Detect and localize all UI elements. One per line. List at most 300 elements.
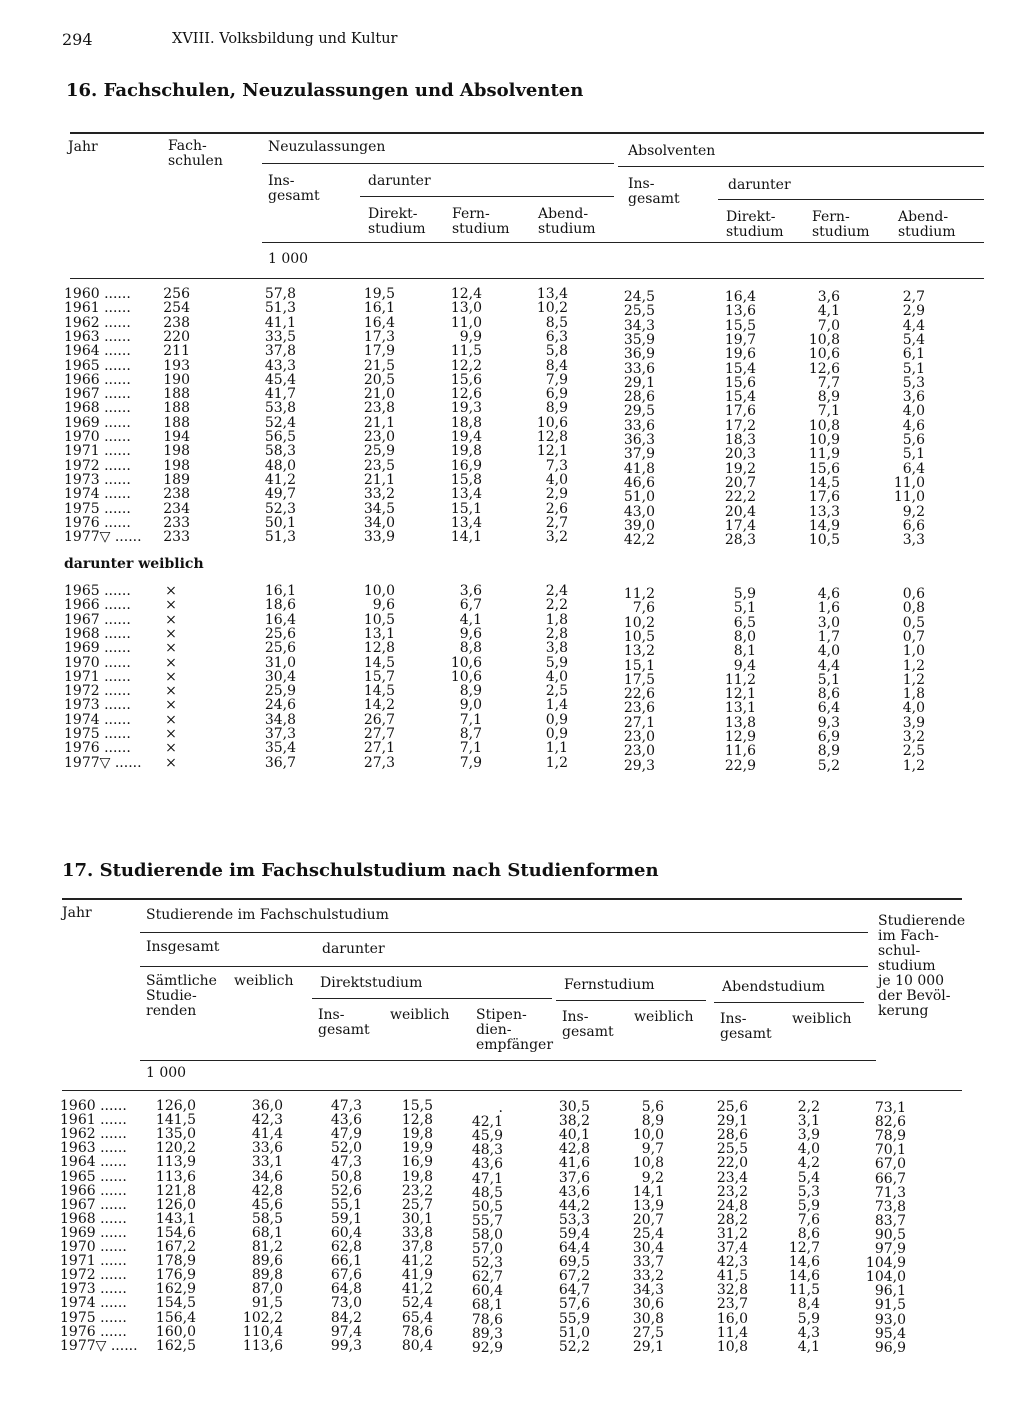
table-row bbox=[0, 1210, 1024, 1229]
table-cell: 21,1 bbox=[363, 471, 395, 488]
section-header: XVIII. Volksbildung und Kultur bbox=[172, 31, 398, 47]
table-row bbox=[0, 640, 1024, 660]
table-cell: 5,2 bbox=[817, 757, 840, 774]
table-cell: 2,2 bbox=[797, 1099, 820, 1115]
table-row bbox=[0, 726, 1024, 745]
table-cell: 9,2 bbox=[902, 503, 925, 520]
table-cell: 10,2 bbox=[623, 614, 655, 631]
page-number: 294 bbox=[62, 30, 93, 49]
row-year: 1963 ...... bbox=[64, 328, 131, 345]
table-cell: 12,8 bbox=[536, 429, 568, 445]
table-cell: 1,2 bbox=[902, 671, 925, 688]
table-cell: 143,1 bbox=[155, 1210, 196, 1227]
table-row bbox=[0, 414, 1024, 434]
t17-rule-sub bbox=[140, 966, 868, 967]
table-cell: 121,8 bbox=[155, 1182, 196, 1199]
table-cell: 5,4 bbox=[902, 331, 925, 348]
table-cell: 6,4 bbox=[902, 460, 925, 477]
table-cell: 18,3 bbox=[724, 432, 756, 448]
table-cell: 4,2 bbox=[797, 1155, 820, 1172]
table-cell: 9,9 bbox=[459, 328, 482, 345]
table-cell: 24,6 bbox=[264, 697, 296, 714]
table-row bbox=[0, 1267, 1024, 1286]
table-cell: 0,9 bbox=[545, 726, 568, 742]
row-year: 1968 ...... bbox=[60, 1210, 127, 1227]
t17-header-per10000: Studierende im Fach- schul- studium je 10 000 der Bevöl- kerung bbox=[878, 913, 966, 1019]
table-cell: 7,6 bbox=[797, 1211, 820, 1228]
table-cell: 19,4 bbox=[450, 429, 482, 445]
table-cell: 93,0 bbox=[874, 1311, 906, 1328]
table-cell: 42,8 bbox=[558, 1141, 590, 1158]
table-cell: 30,1 bbox=[401, 1210, 433, 1227]
table-cell: 10,6 bbox=[450, 654, 482, 671]
table-row bbox=[0, 1168, 1024, 1187]
table-cell: 23,0 bbox=[363, 429, 395, 445]
table-row bbox=[0, 597, 1024, 617]
table16-title: 16. Fachschulen, Neuzulassungen und Absolventen bbox=[66, 80, 584, 101]
table-cell: 73,0 bbox=[330, 1295, 362, 1312]
t16-header-insgesamt-neu: Ins- gesamt bbox=[268, 173, 320, 204]
table-cell: × bbox=[165, 597, 177, 614]
table-cell: 40,1 bbox=[558, 1127, 590, 1144]
row-year: 1966 ...... bbox=[60, 1182, 127, 1199]
table-cell: 39,0 bbox=[623, 517, 655, 534]
table-cell: 11,6 bbox=[724, 743, 756, 760]
table-cell: 8,9 bbox=[641, 1113, 664, 1130]
table-cell: 17,6 bbox=[724, 403, 756, 420]
row-year: 1972 ...... bbox=[64, 457, 131, 474]
table-cell: 37,9 bbox=[623, 446, 655, 463]
table-cell: 52,4 bbox=[401, 1295, 433, 1312]
table-cell: × bbox=[165, 611, 177, 628]
table-cell: 11,9 bbox=[808, 446, 840, 463]
table-cell: 66,7 bbox=[874, 1170, 906, 1187]
table-cell: 233 bbox=[163, 514, 190, 531]
table-cell: 7,0 bbox=[817, 317, 840, 334]
table-cell: 154,6 bbox=[155, 1224, 196, 1241]
table-cell: 52,3 bbox=[264, 500, 296, 517]
row-year: 1976 ...... bbox=[64, 514, 131, 531]
table-cell: 42,3 bbox=[716, 1254, 748, 1271]
table-cell: 43,0 bbox=[623, 503, 655, 520]
table-row bbox=[0, 697, 1024, 717]
table-cell: 14,9 bbox=[808, 517, 840, 534]
table-cell: 6,1 bbox=[902, 346, 925, 363]
table-cell: 58,5 bbox=[251, 1210, 283, 1227]
table-cell: 81,2 bbox=[251, 1239, 283, 1255]
table-cell: 91,5 bbox=[874, 1297, 906, 1314]
table-cell: 1,2 bbox=[902, 657, 925, 674]
table-cell: 113,6 bbox=[242, 1337, 283, 1354]
t17-header-abend: Abendstudium bbox=[722, 979, 825, 995]
table-row bbox=[0, 1182, 1024, 1201]
table-cell: 52,4 bbox=[264, 414, 296, 431]
table-cell: 43,6 bbox=[558, 1183, 590, 1200]
table-cell: 178,9 bbox=[155, 1253, 196, 1270]
table17-top-rule bbox=[62, 898, 962, 900]
row-year: 1964 ...... bbox=[60, 1154, 127, 1171]
row-year: 1961 ...... bbox=[60, 1112, 127, 1129]
table-cell: 8,4 bbox=[797, 1296, 820, 1313]
table-cell: 104,9 bbox=[865, 1255, 906, 1272]
table-cell: 30,6 bbox=[632, 1296, 664, 1313]
table-cell: 2,7 bbox=[902, 289, 925, 305]
table-cell: 52,3 bbox=[471, 1255, 503, 1272]
table-cell: 11,2 bbox=[623, 586, 655, 602]
t16-header-abend-abs: Abend- studium bbox=[898, 209, 956, 240]
t16-rule-neu bbox=[262, 163, 614, 164]
table-row bbox=[0, 300, 1024, 320]
table-cell: 4,6 bbox=[902, 417, 925, 434]
table-cell: 57,6 bbox=[558, 1296, 590, 1313]
table-cell: × bbox=[165, 726, 177, 742]
table-cell: 33,6 bbox=[623, 360, 655, 377]
table-cell: 162,5 bbox=[155, 1337, 196, 1354]
table-cell: 36,7 bbox=[264, 754, 296, 771]
t16-header-direkt-neu: Direkt- studium bbox=[368, 206, 426, 237]
table-cell: 1,8 bbox=[545, 611, 568, 628]
table-cell: 15,6 bbox=[724, 374, 756, 391]
table-row bbox=[0, 1337, 1024, 1356]
table-row bbox=[0, 1112, 1024, 1131]
table-cell: 43,3 bbox=[264, 357, 296, 374]
table-cell: 3,0 bbox=[817, 614, 840, 631]
table-cell: 5,9 bbox=[733, 586, 756, 602]
table-cell: 80,4 bbox=[401, 1337, 433, 1354]
table-cell: 23,2 bbox=[716, 1183, 748, 1200]
table-cell: 9,4 bbox=[733, 657, 756, 674]
table-cell: 57,8 bbox=[264, 286, 296, 302]
table-cell: 126,0 bbox=[155, 1098, 196, 1114]
table-cell: 25,5 bbox=[716, 1141, 748, 1158]
table-cell: 22,6 bbox=[623, 686, 655, 703]
table-cell: 4,0 bbox=[797, 1141, 820, 1158]
t17-header-group: Studierende im Fachschulstudium bbox=[146, 907, 389, 923]
table-cell: 6,9 bbox=[817, 729, 840, 745]
table-cell: 238 bbox=[163, 314, 190, 331]
table-cell: 78,6 bbox=[471, 1311, 503, 1328]
table-cell: 15,8 bbox=[450, 471, 482, 488]
table-cell: 35,9 bbox=[623, 331, 655, 348]
row-year: 1970 ...... bbox=[64, 654, 131, 671]
table-cell: 167,2 bbox=[155, 1239, 196, 1255]
table-cell: 18,6 bbox=[264, 597, 296, 614]
row-year: 1972 ...... bbox=[60, 1267, 127, 1284]
table-cell: 17,5 bbox=[623, 671, 655, 688]
row-year: 1976 ...... bbox=[64, 740, 131, 757]
table-row bbox=[0, 668, 1024, 688]
table-cell: 9,6 bbox=[372, 597, 395, 614]
row-year: 1967 ...... bbox=[64, 386, 131, 403]
table-cell: 64,4 bbox=[558, 1240, 590, 1256]
table-cell: 50,5 bbox=[471, 1198, 503, 1215]
table-cell: 24,5 bbox=[623, 289, 655, 305]
table-cell: 33,5 bbox=[264, 328, 296, 345]
table-cell: 91,5 bbox=[251, 1295, 283, 1312]
table-cell: 188 bbox=[163, 386, 190, 403]
table-cell: 48,0 bbox=[264, 457, 296, 474]
table-cell: 19,8 bbox=[401, 1168, 433, 1185]
table-cell: 25,9 bbox=[363, 443, 395, 460]
table-cell: 1,1 bbox=[545, 740, 568, 757]
table-row bbox=[0, 529, 1024, 549]
table-cell: 22,2 bbox=[724, 489, 756, 506]
table-cell: 2,5 bbox=[902, 743, 925, 760]
table-cell: 12,4 bbox=[450, 286, 482, 302]
table-cell: 4,0 bbox=[902, 403, 925, 420]
table-cell: 2,9 bbox=[545, 486, 568, 503]
table-cell: 59,1 bbox=[330, 1210, 362, 1227]
row-year: 1974 ...... bbox=[64, 711, 131, 728]
table-cell: 141,5 bbox=[155, 1112, 196, 1129]
table-cell: 55,7 bbox=[471, 1212, 503, 1229]
table-cell: 198 bbox=[163, 457, 190, 474]
t16-header-fern-abs: Fern- studium bbox=[812, 209, 870, 240]
table-cell: 5,9 bbox=[797, 1310, 820, 1327]
table-cell: 3,9 bbox=[797, 1127, 820, 1144]
table-cell: 8,4 bbox=[545, 357, 568, 374]
table-cell: 41,1 bbox=[264, 314, 296, 331]
table-row bbox=[0, 1224, 1024, 1243]
table-cell: 5,8 bbox=[545, 343, 568, 360]
table-cell: 78,9 bbox=[874, 1128, 906, 1145]
table-cell: 15,1 bbox=[623, 657, 655, 674]
table-cell: 5,9 bbox=[545, 654, 568, 671]
row-year: 1972 ...... bbox=[64, 683, 131, 700]
t16-rule-darunter-abs bbox=[718, 199, 984, 200]
table-cell: 19,7 bbox=[724, 331, 756, 348]
row-year: 1975 ...... bbox=[64, 726, 131, 742]
table-cell: 46,6 bbox=[623, 474, 655, 491]
table-row bbox=[0, 471, 1024, 491]
table-cell: 78,6 bbox=[401, 1323, 433, 1340]
table-cell: 55,1 bbox=[330, 1196, 362, 1213]
table-cell: 8,9 bbox=[545, 400, 568, 417]
table-cell: 2,8 bbox=[545, 625, 568, 642]
table-cell: 135,0 bbox=[155, 1126, 196, 1143]
table-cell: 99,3 bbox=[330, 1337, 362, 1354]
table-cell: 1,2 bbox=[545, 754, 568, 771]
table-row bbox=[0, 1295, 1024, 1314]
row-year: 1960 ...... bbox=[64, 286, 131, 302]
row-year: 1962 ...... bbox=[64, 314, 131, 331]
t16-header-darunter-neu: darunter bbox=[368, 173, 431, 189]
table-cell: 17,9 bbox=[363, 343, 395, 360]
table-cell: 8,9 bbox=[817, 743, 840, 760]
table-cell: 29,1 bbox=[632, 1338, 664, 1355]
table-cell: 89,6 bbox=[251, 1253, 283, 1270]
table-cell: 37,3 bbox=[264, 726, 296, 742]
table-cell: 10,6 bbox=[808, 346, 840, 363]
table17-title: 17. Studierende im Fachschulstudium nach Studienformen bbox=[62, 860, 659, 881]
table-cell: 14,5 bbox=[363, 683, 395, 700]
table-cell: 189 bbox=[163, 471, 190, 488]
table-cell: 1,2 bbox=[902, 757, 925, 774]
table-cell: 11,2 bbox=[724, 671, 756, 688]
table-cell: 7,1 bbox=[459, 711, 482, 728]
table-cell: 33,7 bbox=[632, 1254, 664, 1271]
table-row bbox=[0, 400, 1024, 420]
table-cell: 37,8 bbox=[401, 1239, 433, 1255]
table-cell: 51,3 bbox=[264, 300, 296, 317]
table-cell: 15,6 bbox=[808, 460, 840, 477]
table-cell: 8,9 bbox=[459, 683, 482, 700]
table-cell: 44,2 bbox=[558, 1197, 590, 1214]
table-cell: 5,3 bbox=[902, 374, 925, 391]
table-cell: 8,0 bbox=[733, 628, 756, 645]
table-cell: 29,5 bbox=[623, 403, 655, 420]
row-year: 1961 ...... bbox=[64, 300, 131, 317]
table-cell: 14,1 bbox=[450, 529, 482, 546]
row-year: 1973 ...... bbox=[64, 471, 131, 488]
t16-header-insgesamt-abs: Ins- gesamt bbox=[628, 176, 680, 207]
table-cell: 10,8 bbox=[808, 417, 840, 434]
table-row bbox=[0, 1323, 1024, 1342]
table-cell: 34,3 bbox=[632, 1282, 664, 1299]
t17-header-ins-direkt: Ins- gesamt bbox=[318, 1007, 370, 1038]
table-cell: 13,1 bbox=[724, 700, 756, 717]
table-row bbox=[0, 500, 1024, 520]
table-cell: 16,1 bbox=[264, 583, 296, 599]
table-cell: × bbox=[165, 654, 177, 671]
table-cell: 4,4 bbox=[902, 317, 925, 334]
table-cell: 4,1 bbox=[459, 611, 482, 628]
table-cell: 21,1 bbox=[363, 414, 395, 431]
table-cell: 211 bbox=[163, 343, 190, 360]
table-cell: × bbox=[165, 711, 177, 728]
table-cell: 4,1 bbox=[797, 1338, 820, 1355]
table-cell: 30,5 bbox=[558, 1099, 590, 1115]
table-cell: 64,7 bbox=[558, 1282, 590, 1299]
table-cell: 162,9 bbox=[155, 1281, 196, 1298]
table-cell: × bbox=[165, 697, 177, 714]
t16-header-absolventen: Absolventen bbox=[628, 143, 716, 159]
table-cell: 102,2 bbox=[242, 1309, 283, 1326]
t17-header-weiblich-abend: weiblich bbox=[792, 1011, 852, 1027]
table-cell: 19,9 bbox=[401, 1140, 433, 1157]
table-cell: 73,1 bbox=[874, 1100, 906, 1116]
table-cell: 15,4 bbox=[724, 360, 756, 377]
table-cell: 8,8 bbox=[459, 640, 482, 657]
row-year: 1969 ...... bbox=[60, 1224, 127, 1241]
table-cell: 13,2 bbox=[623, 643, 655, 660]
t17-header-ins-fern: Ins- gesamt bbox=[562, 1009, 614, 1040]
table-cell: 1,0 bbox=[902, 643, 925, 660]
table-cell: 8,9 bbox=[817, 389, 840, 406]
table-cell: 4,1 bbox=[817, 303, 840, 320]
table-cell: 233 bbox=[163, 529, 190, 546]
table-cell: 23,2 bbox=[401, 1182, 433, 1199]
table-cell: 25,9 bbox=[264, 683, 296, 700]
table-cell: 10,8 bbox=[808, 331, 840, 348]
table-cell: 198 bbox=[163, 443, 190, 460]
table-cell: 29,3 bbox=[623, 757, 655, 774]
table-cell: 5,9 bbox=[797, 1197, 820, 1214]
table-cell: 32,8 bbox=[716, 1282, 748, 1299]
table-cell: 45,6 bbox=[251, 1196, 283, 1213]
table-cell: 126,0 bbox=[155, 1196, 196, 1213]
table-cell: 5,1 bbox=[902, 446, 925, 463]
table-cell: 23,0 bbox=[623, 743, 655, 760]
table-cell: 11,0 bbox=[893, 474, 925, 491]
table-cell: 33,6 bbox=[623, 417, 655, 434]
table-cell: 41,4 bbox=[251, 1126, 283, 1143]
table-cell: 10,2 bbox=[536, 300, 568, 317]
table-row bbox=[0, 343, 1024, 363]
table-cell: 0,8 bbox=[902, 600, 925, 617]
table-cell: 160,0 bbox=[155, 1323, 196, 1340]
table-cell: 37,8 bbox=[264, 343, 296, 360]
table-cell: 7,3 bbox=[545, 457, 568, 474]
table-cell: 13,4 bbox=[450, 486, 482, 503]
table-cell: 25,6 bbox=[264, 640, 296, 657]
table-cell: 193 bbox=[163, 357, 190, 374]
table-cell: 12,8 bbox=[401, 1112, 433, 1129]
table-cell: 17,6 bbox=[808, 489, 840, 506]
table-cell: 10,6 bbox=[536, 414, 568, 431]
table-cell: 0,5 bbox=[902, 614, 925, 631]
table-cell: 7,1 bbox=[459, 740, 482, 757]
table-cell: 47,3 bbox=[330, 1154, 362, 1171]
t17-header-fern: Fernstudium bbox=[564, 977, 655, 993]
row-year: 1968 ...... bbox=[64, 625, 131, 642]
t16-header-jahr: Jahr bbox=[68, 139, 98, 155]
table-cell: 6,7 bbox=[459, 597, 482, 614]
table-cell: 12,2 bbox=[450, 357, 482, 374]
row-year: 1977▽ ...... bbox=[60, 1337, 138, 1354]
row-year: 1969 ...... bbox=[64, 414, 131, 431]
table-cell: 19,2 bbox=[724, 460, 756, 477]
table-cell: 2,2 bbox=[545, 597, 568, 614]
table-cell: 3,6 bbox=[817, 289, 840, 305]
table-cell: 42,2 bbox=[623, 532, 655, 549]
table-cell: 3,8 bbox=[545, 640, 568, 657]
table-cell: 30,8 bbox=[632, 1310, 664, 1327]
table-cell: 15,4 bbox=[724, 389, 756, 406]
row-year: 1970 ...... bbox=[64, 429, 131, 445]
table-cell: × bbox=[165, 754, 177, 771]
table-cell: 19,3 bbox=[450, 400, 482, 417]
row-year: 1976 ...... bbox=[60, 1323, 127, 1340]
table-row bbox=[0, 625, 1024, 645]
table-cell: 14,6 bbox=[788, 1254, 820, 1271]
row-year: 1974 ...... bbox=[60, 1295, 127, 1312]
table-cell: 53,3 bbox=[558, 1211, 590, 1228]
table-cell: 34,5 bbox=[363, 500, 395, 517]
table-cell: 194 bbox=[163, 429, 190, 445]
table-cell: 51,0 bbox=[623, 489, 655, 506]
table-cell: 23,8 bbox=[363, 400, 395, 417]
table-cell: 16,4 bbox=[264, 611, 296, 628]
table-cell: 188 bbox=[163, 400, 190, 417]
table-cell: 21,0 bbox=[363, 386, 395, 403]
table-cell: 7,9 bbox=[459, 754, 482, 771]
table-cell: 29,1 bbox=[623, 374, 655, 391]
table-cell: 33,8 bbox=[401, 1224, 433, 1241]
table-cell: 15,5 bbox=[724, 317, 756, 334]
table-cell: 50,8 bbox=[330, 1168, 362, 1185]
table-cell: 104,0 bbox=[865, 1269, 906, 1286]
table-cell: 176,9 bbox=[155, 1267, 196, 1284]
table-cell: 41,7 bbox=[264, 386, 296, 403]
t17-rule-direkt bbox=[312, 998, 552, 999]
table-row bbox=[0, 314, 1024, 334]
table-cell: 2,5 bbox=[545, 683, 568, 700]
table-cell: 42,3 bbox=[251, 1112, 283, 1129]
table-cell: 19,5 bbox=[363, 286, 395, 302]
table-cell: 5,1 bbox=[817, 671, 840, 688]
table-cell: 87,0 bbox=[251, 1281, 283, 1298]
